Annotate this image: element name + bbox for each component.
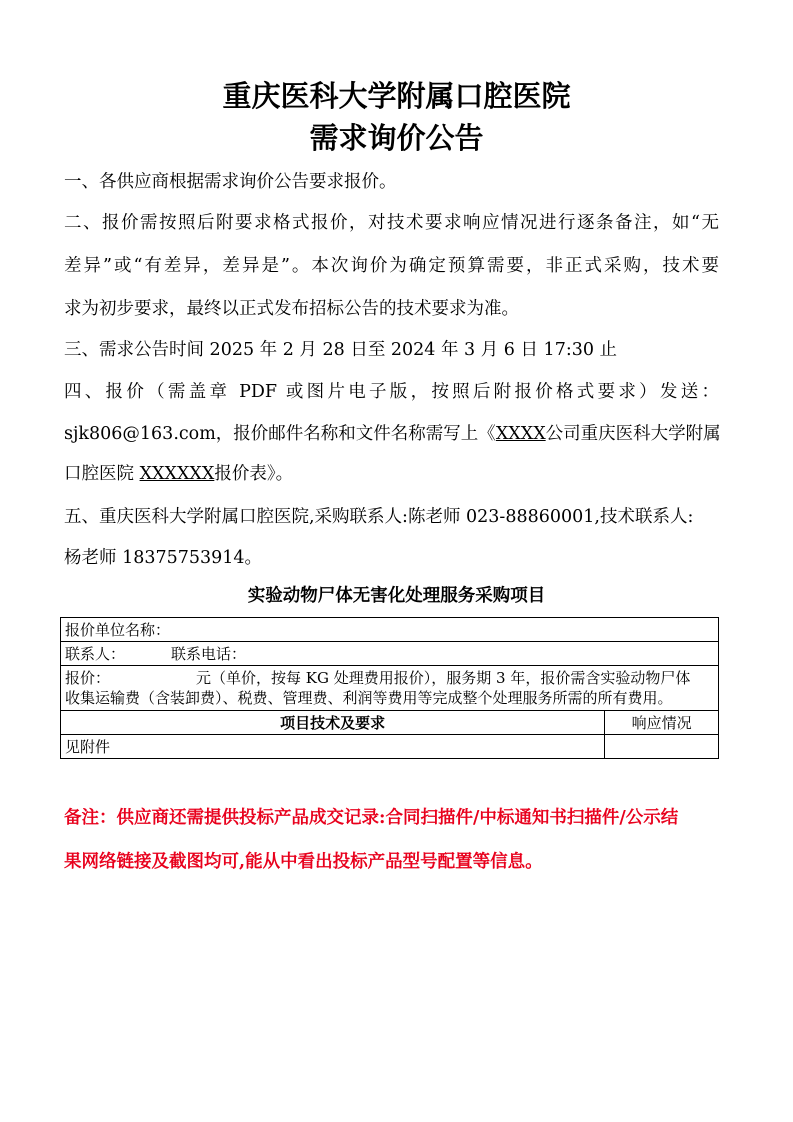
paragraph-4-text: 口腔医院 <box>64 464 140 484</box>
paragraph-4-text: 公司重庆医科大学附属 <box>545 424 721 444</box>
company-placeholder: XXXX <box>495 424 546 444</box>
table-row <box>61 642 719 666</box>
response-cell[interactable] <box>605 735 719 759</box>
document-subtitle: 需求询价公告 <box>309 121 484 155</box>
paragraph-5-line-1: 五、重庆医科大学附属口腔医院,采购联系人:陈老师 023-88860001,技术联系人: <box>64 507 694 527</box>
quote-table <box>60 617 719 759</box>
price-field[interactable] <box>61 666 719 711</box>
contact-label: 联系人： <box>65 645 126 663</box>
unit-name-label: 报价单位名称： <box>65 621 171 639</box>
phone-label: 联系电话： <box>171 645 247 663</box>
price-description: 元（单价，按每 KG 处理费用报价），服务期 3 年，报价需含实验动物尸体 <box>196 669 691 687</box>
paragraph-2-line-1: 二、报价需按照后附要求格式报价，对技术要求响应情况进行逐条备注，如“无 <box>64 213 719 233</box>
note-line-2: 果网络链接及截图均可,能从中看出投标产品型号配置等信息。 <box>64 852 543 872</box>
column-header-response: 响应情况 <box>605 711 719 735</box>
price-label: 报价： <box>65 669 111 687</box>
email-text: sjk806@163.com，报价邮件名称和文件名称需写上《 <box>64 424 496 444</box>
unit-name-field[interactable] <box>61 618 719 642</box>
table-title: 实验动物尸体无害化处理服务采购项目 <box>247 586 546 606</box>
paragraph-4-line-2 <box>64 422 721 446</box>
price-description-continued: 收集运输费（含装卸费）、税费、管理费、利润等费用等完成整个处理服务所需的所有费用。 <box>65 689 673 707</box>
document-title: 重庆医科大学附属口腔医院 <box>222 79 571 113</box>
paragraph-1: 一、各供应商根据需求询价公告要求报价。 <box>64 172 397 192</box>
paragraph-2-line-2: 差异”或“有差异，差异是”。本次询价为确定预算需要，非正式采购，技术要 <box>64 256 719 276</box>
paragraph-4-line-1: 四、报价（需盖章 PDF 或图片电子版，按照后附报价格式要求）发送： <box>64 382 719 402</box>
paragraph-2-line-3: 求为初步要求，最终以正式发布招标公告的技术要求为准。 <box>64 299 519 319</box>
column-header-requirements: 项目技术及要求 <box>61 711 605 735</box>
table-header-row <box>61 711 719 735</box>
paragraph-4-line-3 <box>64 462 293 486</box>
paragraph-3: 三、需求公告时间 2025 年 2 月 28 日至 2024 年 3 月 6 日 17:30 止 <box>64 340 618 360</box>
requirement-cell: 见附件 <box>61 735 605 759</box>
paragraph-4-text: 报价表》。 <box>214 464 294 484</box>
file-placeholder: XXXXXX <box>139 464 215 484</box>
table-row <box>61 735 719 759</box>
table-row <box>61 666 719 711</box>
paragraph-5-line-2: 杨老师 18375753914。 <box>64 548 263 568</box>
note-line-1: 备注：供应商还需提供投标产品成交记录:合同扫描件/中标通知书扫描件/公示结 <box>64 808 679 828</box>
table-row <box>61 618 719 642</box>
contact-field[interactable] <box>61 642 719 666</box>
